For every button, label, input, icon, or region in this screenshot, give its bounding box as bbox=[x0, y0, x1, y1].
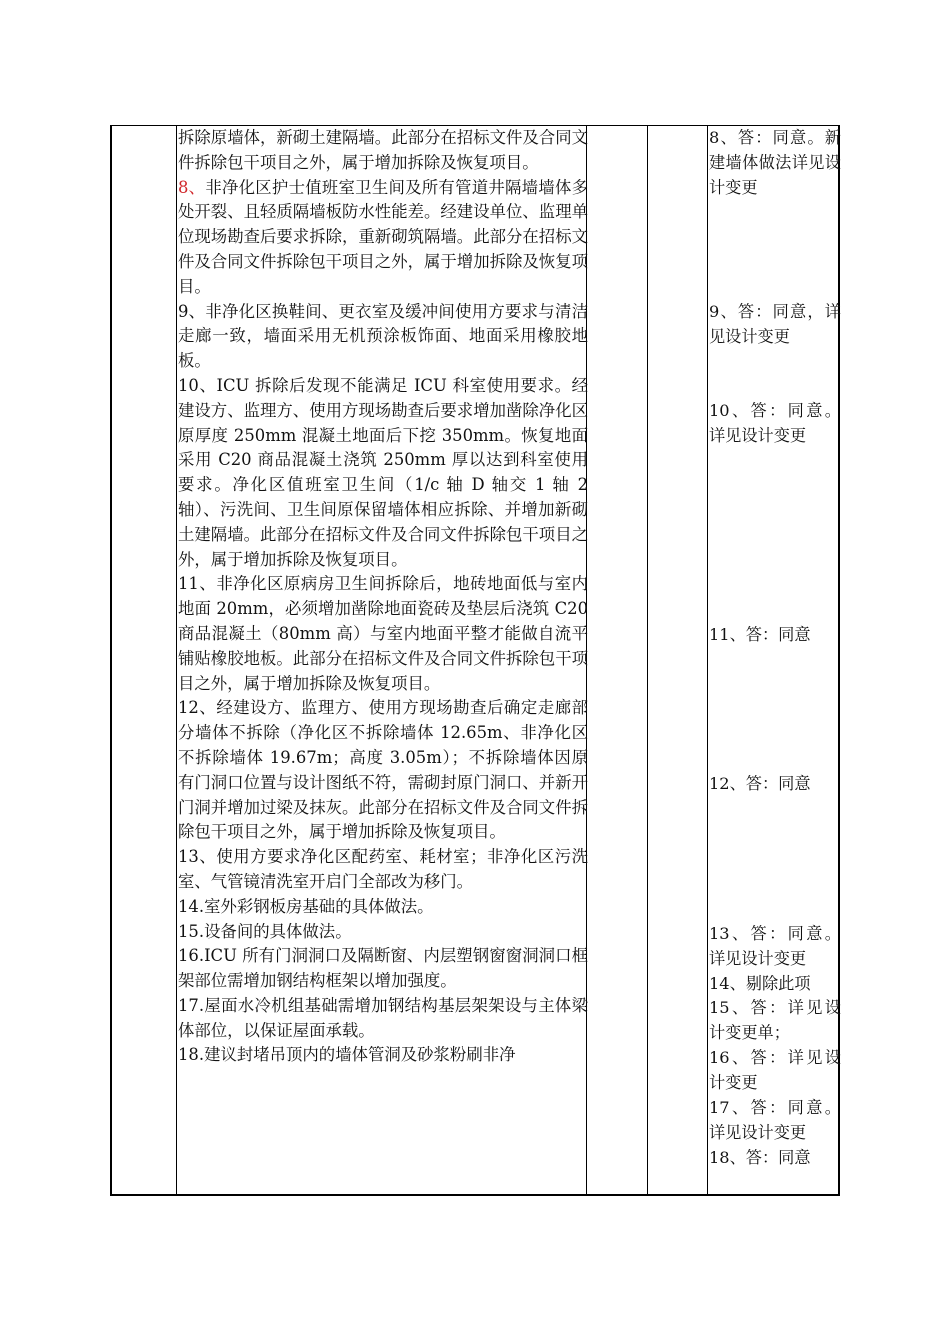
item-number: 12、 bbox=[178, 698, 217, 718]
table-row bbox=[178, 895, 588, 920]
table-row bbox=[178, 1043, 588, 1068]
item-text: 非净化区原病房卫生间拆除后，地砖地面低与室内地面 20mm，必须增加凿除地面瓷砖及垫层后浇筑 C20 商品混凝土（80mm 高）与室内地面平整才能做自流平铺贴橡胶地板。此部分在招标文件及合同文件拆除包干项目之外，属于增加拆除及恢复项目。 bbox=[178, 574, 589, 693]
table-row bbox=[178, 300, 588, 374]
answer-12: 12、答：同意 bbox=[709, 774, 811, 793]
table-row bbox=[178, 696, 588, 845]
change-request-table bbox=[110, 125, 840, 1196]
item-text: 非净化区护士值班室卫生间及所有管道井隔墙墙体多处开裂、且轻质隔墙板防水性能差。经建设单位、监理单位现场勘查后要求拆除，重新砌筑隔墙。此部分在招标文件及合同文件拆除包干项目之外，属于增加拆除及恢复项目。 bbox=[178, 177, 588, 296]
item-number: 10、 bbox=[178, 375, 217, 395]
table-row bbox=[178, 374, 588, 572]
column-divider bbox=[647, 126, 648, 1194]
item-text: 设备间的具体做法。 bbox=[204, 921, 352, 941]
item-text: ICU 所有门洞洞口及隔断窗、内层塑钢窗窗洞洞口框架部位需增加钢结构框架以增加强度。 bbox=[178, 946, 588, 991]
content-column bbox=[178, 126, 588, 1068]
answer-15: 15、答：详见设计变更单； bbox=[709, 998, 841, 1042]
item-number: 15. bbox=[178, 921, 205, 941]
table-row bbox=[178, 126, 588, 176]
answer-18: 18、答：同意 bbox=[709, 1148, 811, 1167]
item-number: 9、 bbox=[178, 301, 206, 321]
item-text: 使用方要求净化区配药室、耗材室；非净化区污洗室、气管镜清洗室开启门全部改为移门。 bbox=[178, 847, 589, 891]
item-text: 拆除原墙体，新砌土建隔墙。此部分在招标文件及合同文件拆除包干项目之外，属于增加拆除及恢复项目。 bbox=[178, 128, 588, 172]
item-number: 17. bbox=[178, 995, 205, 1015]
item-text: ICU 拆除后发现不能满足 ICU 科室使用要求。经建设方、监理方、使用方现场勘查后要求增加凿除净化区原厚度 250mm 混凝土地面后下挖 350mm。恢复地面采用 C20 商品混凝土浇筑 250mm 厚以达到科室使用要求。净化区值班室卫生间（1/c 轴 D 轴交 1 轴 2 轴）、污洗间、卫生间原保留墙体相应拆除、并增加新砌土建隔墙。此部分在招标文件及合同文件拆除包干项目之外，属于增加拆除及恢复项目。 bbox=[178, 375, 588, 569]
item-text: 经建设方、监理方、使用方现场勘查后确定走廊部分墙体不拆除（净化区不拆除墙体 12.65m、非净化区不拆除墙体 19.67m；高度 3.05m）；不拆除墙体因原有门洞口位置与设计图纸不符，需砌封原门洞口、并新开门洞并增加过梁及抹灰。此部分在招标文件及合同文件拆除包干项目之外，属于增加拆除及恢复项目。 bbox=[178, 698, 589, 842]
item-number: 11、 bbox=[178, 574, 217, 594]
item-text: 非净化区换鞋间、更衣室及缓冲间使用方要求与清洁走廊一致，墙面采用无机预涂板饰面、地面采用橡胶地板。 bbox=[178, 301, 588, 371]
table-row bbox=[178, 845, 588, 895]
answer-11: 11、答：同意 bbox=[709, 625, 811, 644]
answer-17: 17、答：同意。详见设计变更 bbox=[709, 1098, 841, 1142]
table-border-left bbox=[110, 126, 112, 1194]
answer-10: 10、答：同意。详见设计变更 bbox=[709, 401, 841, 445]
table-row bbox=[178, 920, 588, 945]
item-number: 14. bbox=[178, 896, 205, 916]
table-row bbox=[178, 176, 588, 300]
item-text: 建议封堵吊顶内的墙体管洞及砂浆粉刷非净 bbox=[204, 1045, 516, 1065]
table-row bbox=[178, 572, 588, 696]
table-row bbox=[178, 994, 588, 1044]
answer-13: 13、答：同意。详见设计变更 bbox=[709, 924, 841, 968]
table-row bbox=[178, 944, 588, 994]
column-divider bbox=[176, 126, 177, 1194]
item-number: 13、 bbox=[178, 847, 217, 867]
item-number: 18. bbox=[178, 1045, 205, 1065]
item-text: 屋面水冷机组基础需增加钢结构基层架架设与主体梁体部位，以保证屋面承载。 bbox=[178, 995, 588, 1040]
answer-8: 8、答：同意。新建墙体做法详见设计变更 bbox=[709, 128, 841, 197]
answer-16: 16、答：详见设计变更 bbox=[709, 1048, 841, 1092]
item-text: 室外彩钢板房基础的具体做法。 bbox=[204, 896, 434, 916]
item-number: 16. bbox=[178, 946, 205, 966]
column-divider bbox=[707, 126, 708, 1194]
answer-14: 14、剔除此项 bbox=[709, 974, 811, 993]
answer-9: 9、答：同意，详见设计变更 bbox=[709, 302, 841, 346]
item-number: 8、 bbox=[178, 177, 206, 197]
